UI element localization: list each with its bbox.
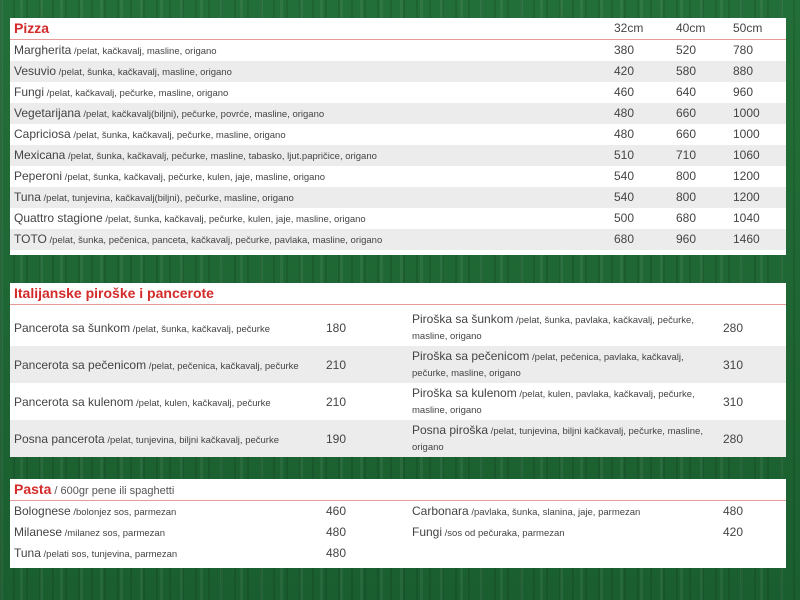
piroska-ingredients: /pelat, kulen, kačkavalj, pečurke — [133, 397, 271, 409]
pasta-name: Bolognese — [14, 503, 71, 518]
piroska-price: 310 — [723, 357, 744, 372]
pizza-name: Margherita — [14, 43, 72, 57]
pasta-ingredients: /sos od pečuraka, parmezan — [442, 527, 565, 539]
piroska-price: 280 — [723, 320, 744, 335]
pasta-item-text — [14, 501, 176, 523]
pasta-item — [412, 522, 712, 543]
pizza-item — [14, 103, 324, 125]
pizza-price: 1000 — [733, 106, 760, 120]
pizza-title-text: Pizza — [14, 20, 50, 36]
piroska-ingredients: /pelat, pečenica, kačkavalj, pečurke — [146, 360, 299, 372]
piroska-row — [10, 420, 786, 457]
pizza-ingredients: /pelat, šunka, kačkavalj, pečurke, kulen, jaje, masline, origano — [102, 214, 366, 225]
pasta-title-text: Pasta — [14, 481, 52, 497]
pizza-price: 680 — [614, 232, 635, 246]
pizza-price: 580 — [676, 64, 697, 78]
pasta-name: Carbonara — [412, 503, 469, 518]
pizza-row — [10, 208, 786, 229]
piroska-name: Pancerota sa pečenicom — [14, 357, 147, 372]
pasta-item-text — [14, 522, 165, 544]
pizza-row — [10, 166, 786, 187]
pasta-name: Fungi — [412, 524, 443, 539]
pizza-section — [10, 18, 786, 255]
piroska-ingredients: /pelat, kulen, pavlaka, kačkavalj, pečurke, masline, origano — [412, 388, 695, 416]
pizza-row — [10, 229, 786, 250]
piroska-name: Piroška sa šunkom — [412, 311, 514, 326]
pasta-row — [10, 543, 786, 564]
piroska-item-text — [412, 349, 712, 381]
piroska-name: Pancerota sa kulenom — [14, 394, 134, 409]
pizza-ingredients: /pelat, šunka, pečenica, panceta, kačkavalj, pečurke, pavlaka, masline, origano — [46, 235, 383, 246]
pasta-ingredients: /pelati sos, tunjevina, parmezan — [40, 548, 178, 560]
pasta-price: 420 — [723, 525, 744, 539]
size-header-40: 40cm — [676, 21, 706, 35]
pizza-price: 680 — [676, 211, 697, 225]
piroske-title-text: Italijanske piroške i pancerote — [14, 285, 214, 301]
pasta-item-text — [412, 501, 640, 523]
pizza-row — [10, 103, 786, 124]
piroska-item — [412, 309, 712, 346]
pizza-price: 1200 — [733, 190, 760, 204]
pizza-price: 540 — [614, 169, 635, 183]
pasta-item — [14, 501, 314, 522]
pizza-price: 880 — [733, 64, 754, 78]
piroska-item — [412, 383, 712, 420]
piroska-item-text — [14, 321, 270, 335]
pizza-price: 380 — [614, 43, 635, 57]
pizza-ingredients: /pelat, kačkavalj, pečurke, masline, origano — [44, 88, 229, 99]
pizza-price: 1040 — [733, 211, 760, 225]
pizza-price: 540 — [614, 190, 635, 204]
pizza-item — [14, 187, 294, 209]
piroska-price: 280 — [723, 431, 744, 446]
pizza-name: TOTO — [14, 232, 47, 246]
pizza-price: 1200 — [733, 169, 760, 183]
piroska-name: Posna piroška — [412, 422, 489, 437]
pizza-item — [14, 229, 382, 251]
piroska-price: 210 — [326, 394, 347, 409]
piroska-item — [14, 383, 314, 420]
pizza-name: Mexicana — [14, 148, 66, 162]
pizza-price: 510 — [614, 148, 635, 162]
pizza-price: 520 — [676, 43, 697, 57]
pizza-price: 1060 — [733, 148, 760, 162]
piroska-row — [10, 346, 786, 383]
piroska-ingredients: /pelat, pečenica, pavlaka, kačkavalj, pečurke, masline, origano — [412, 351, 684, 379]
pizza-price: 460 — [614, 85, 635, 99]
pizza-price: 500 — [614, 211, 635, 225]
piroska-row — [10, 309, 786, 346]
pizza-row — [10, 61, 786, 82]
piroska-item — [412, 346, 712, 383]
pizza-item — [14, 145, 377, 167]
pizza-price: 800 — [676, 169, 697, 183]
piroska-ingredients: /pelat, tunjevina, biljni kačkavalj, pečurke, masline, origano — [412, 425, 703, 453]
piroska-row — [10, 383, 786, 420]
pasta-item — [14, 543, 314, 564]
piroska-ingredients: /pelat, šunka, kačkavalj, pečurke — [130, 323, 270, 335]
piroska-item-text — [412, 386, 712, 418]
pizza-row — [10, 40, 786, 61]
piroska-item-text — [412, 423, 712, 455]
piroska-item-text — [412, 312, 712, 344]
pizza-name: Capriciosa — [14, 127, 71, 141]
piroska-item — [14, 309, 314, 346]
pizza-row — [10, 124, 786, 145]
size-header-32: 32cm — [614, 21, 644, 35]
pizza-row — [10, 82, 786, 103]
piroska-ingredients: /pelat, šunka, pavlaka, kačkavalj, pečurke, masline, origano — [412, 314, 694, 342]
size-header-50: 50cm — [733, 21, 763, 35]
pizza-list — [10, 40, 786, 250]
pizza-ingredients: /pelat, kačkavalj(biljni), pečurke, povrće, masline, origano — [80, 109, 325, 120]
pasta-section — [10, 479, 786, 568]
pizza-name: Peperoni — [14, 169, 63, 183]
piroska-item-text — [14, 395, 271, 409]
pasta-subtitle: / 600gr pene ili spaghetti — [51, 485, 175, 497]
pasta-row — [10, 522, 786, 543]
piroska-item-text — [14, 432, 279, 446]
pizza-name: Vesuvio — [14, 64, 57, 78]
pizza-ingredients: /pelat, šunka, kačkavalj, pečurke, masline, tabasko, ljut.papričice, origano — [65, 151, 377, 162]
piroska-price: 180 — [326, 320, 347, 335]
pizza-price: 420 — [614, 64, 635, 78]
pizza-name: Fungi — [14, 85, 45, 99]
piroska-item — [14, 346, 314, 383]
pasta-list — [10, 501, 786, 564]
pizza-name: Vegetarijana — [14, 106, 81, 120]
pizza-item — [14, 124, 286, 146]
pizza-price: 640 — [676, 85, 697, 99]
pasta-item-text — [412, 522, 565, 544]
pasta-price: 460 — [326, 504, 347, 518]
pizza-item — [14, 166, 325, 188]
piroske-list — [10, 309, 786, 457]
pasta-ingredients: /pavlaka, šunka, slanina, jaje, parmezan — [468, 506, 641, 518]
pasta-item — [412, 501, 712, 522]
pasta-item — [14, 522, 314, 543]
piroske-title — [10, 283, 786, 305]
pizza-ingredients: /pelat, kačkavalj, masline, origano — [71, 46, 217, 57]
pasta-row — [10, 501, 786, 522]
piroska-item-text — [14, 358, 299, 372]
pizza-row — [10, 145, 786, 166]
piroska-price: 310 — [723, 394, 744, 409]
piroska-ingredients: /pelat, tunjevina, biljni kačkavalj, pečurke — [104, 434, 279, 446]
pizza-price: 660 — [676, 106, 697, 120]
pizza-price: 480 — [614, 106, 635, 120]
pizza-price: 1460 — [733, 232, 760, 246]
piroska-price: 210 — [326, 357, 347, 372]
pizza-item — [14, 40, 217, 62]
piroske-section — [10, 283, 786, 454]
piroska-name: Piroška sa pečenicom — [412, 348, 530, 363]
pizza-price: 480 — [614, 127, 635, 141]
pizza-price: 960 — [733, 85, 754, 99]
pizza-ingredients: /pelat, šunka, kačkavalj, masline, origano — [56, 67, 232, 78]
pasta-title — [10, 479, 786, 501]
pizza-ingredients: /pelat, šunka, kačkavalj, pečurke, masline, origano — [70, 130, 286, 141]
pasta-item-text — [14, 543, 177, 565]
piroska-name: Piroška sa kulenom — [412, 385, 517, 400]
pizza-price: 960 — [676, 232, 697, 246]
piroska-item — [412, 420, 712, 457]
piroska-name: Pancerota sa šunkom — [14, 320, 131, 335]
pasta-ingredients: /bolonjez sos, parmezan — [70, 506, 177, 518]
pizza-price: 710 — [676, 148, 697, 162]
pasta-name: Milanese — [14, 524, 63, 539]
pizza-ingredients: /pelat, tunjevina, kačkavalj(biljni), pečurke, masline, origano — [40, 193, 294, 204]
piroska-price: 190 — [326, 431, 347, 446]
piroska-name: Posna pancerota — [14, 431, 105, 446]
pasta-name: Tuna — [14, 545, 41, 560]
pasta-ingredients: /milanez sos, parmezan — [62, 527, 165, 539]
pizza-name: Quattro stagione — [14, 211, 103, 225]
pizza-price: 660 — [676, 127, 697, 141]
pasta-price: 480 — [326, 525, 347, 539]
pizza-row — [10, 187, 786, 208]
pizza-item — [14, 61, 232, 83]
pizza-price: 800 — [676, 190, 697, 204]
pizza-item — [14, 82, 228, 104]
pizza-price: 780 — [733, 43, 754, 57]
pasta-price: 480 — [723, 504, 744, 518]
piroska-item — [14, 420, 314, 457]
pizza-title — [10, 18, 786, 40]
pasta-price: 480 — [326, 546, 347, 560]
pizza-ingredients: /pelat, šunka, kačkavalj, pečurke, kulen, jaje, masline, origano — [62, 172, 326, 183]
pizza-item — [14, 208, 366, 230]
pizza-name: Tuna — [14, 190, 41, 204]
pizza-price: 1000 — [733, 127, 760, 141]
